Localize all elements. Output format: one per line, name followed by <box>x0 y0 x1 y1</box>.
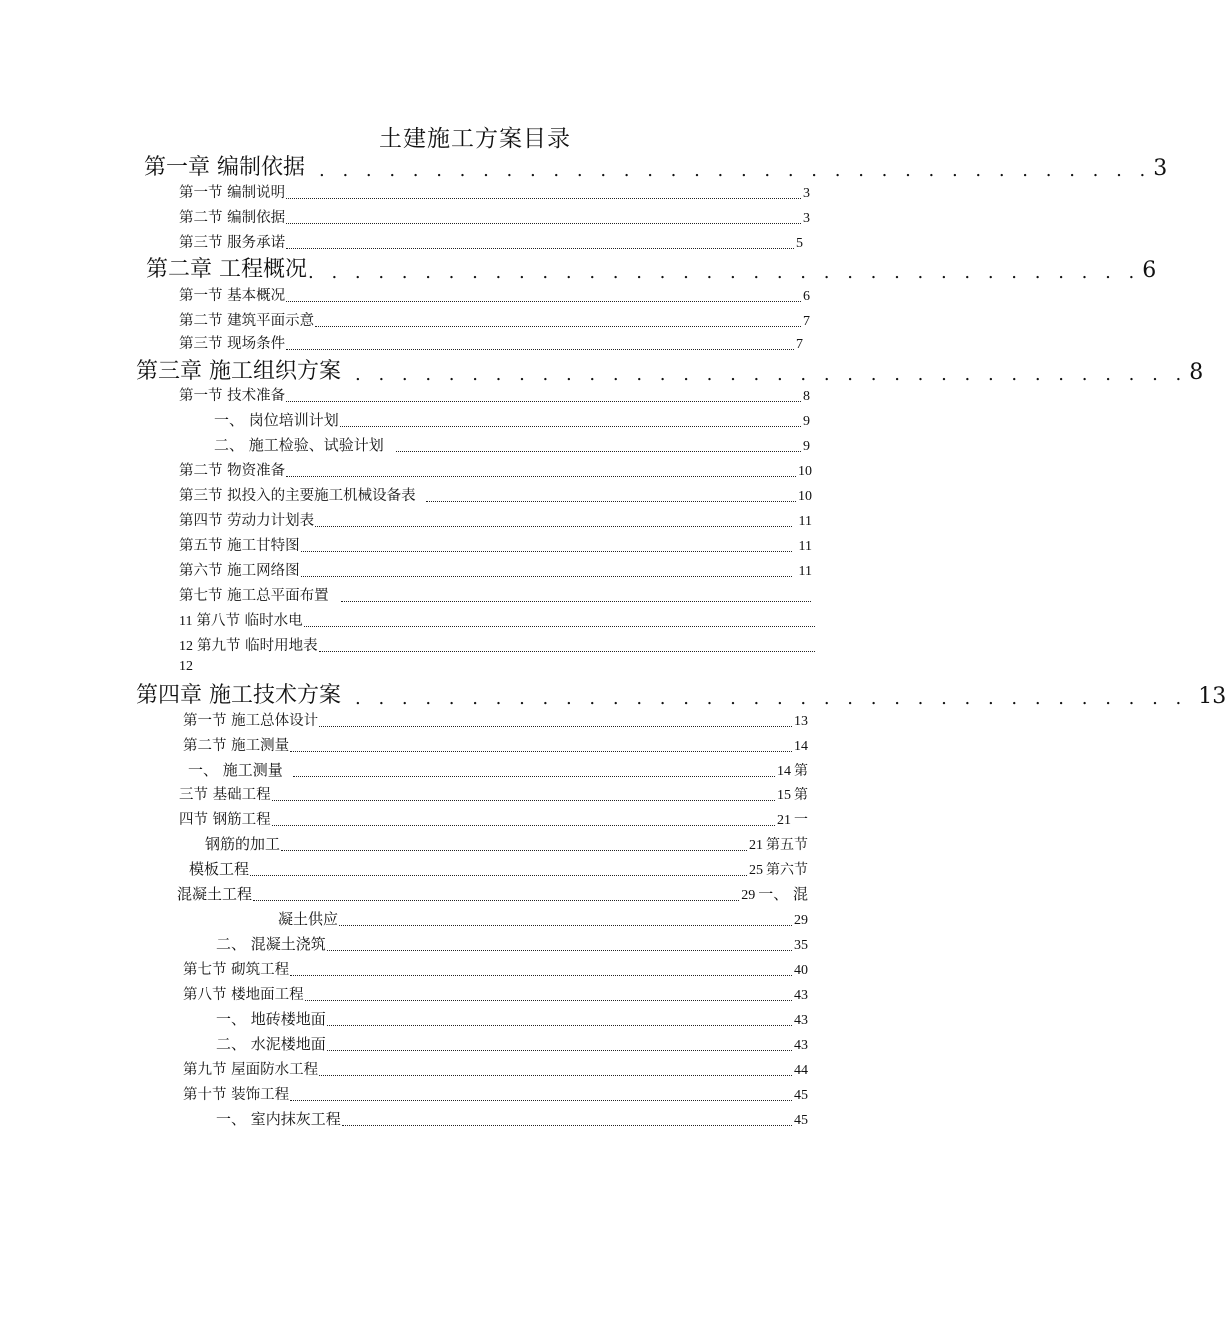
toc-page: 8 <box>1189 360 1204 385</box>
toc-label: 模板工程 <box>189 860 250 878</box>
toc-label: 第五节 施工甘特图 <box>179 538 300 554</box>
toc-section[interactable] <box>177 883 808 904</box>
toc-page: 3 <box>803 211 810 226</box>
toc-label: 第八节 楼地面工程 <box>183 987 304 1003</box>
toc-subsection[interactable] <box>216 1108 808 1129</box>
toc-section[interactable] <box>179 309 810 330</box>
leader-dots: . . . . . . . . . . . . . . . . . . . . . . . . . . . . . . . . . . . . <box>355 364 1188 385</box>
toc-section[interactable] <box>179 509 812 530</box>
toc-page: 12 <box>179 659 193 674</box>
toc-label: 一、 岗位培训计划 <box>214 411 339 429</box>
toc-page: 11 <box>798 539 812 554</box>
toc-label: 第三节 服务承诺 <box>179 235 286 251</box>
leader-dots <box>286 335 794 351</box>
toc-page: 15 <box>777 788 791 803</box>
leader-dots <box>281 835 747 851</box>
toc-wrapped-text: 一、 混 <box>758 885 808 903</box>
leader-dots <box>315 312 801 328</box>
toc-label: 第三节 现场条件 <box>179 336 286 352</box>
toc-label: 一、 施工测量 <box>188 761 283 779</box>
toc-section[interactable] <box>183 709 808 730</box>
toc-page: 3 <box>1153 156 1168 181</box>
toc-section[interactable] <box>183 958 808 979</box>
leader-dots <box>286 209 801 225</box>
toc-section[interactable] <box>183 734 808 755</box>
toc-label: 凝土供应 <box>278 910 339 928</box>
leader-dots <box>286 184 801 200</box>
toc-wrapped-text: 一 <box>794 812 808 828</box>
toc-page: 14 <box>794 739 808 754</box>
toc-subsection[interactable] <box>205 833 808 854</box>
toc-page: 9 <box>803 414 810 429</box>
toc-page: 13 <box>794 714 808 729</box>
leader-dots <box>305 986 792 1002</box>
toc-section[interactable] <box>179 484 812 505</box>
leader-dots <box>339 910 792 926</box>
toc-page: 45 <box>794 1113 808 1128</box>
toc-page: 40 <box>794 963 808 978</box>
toc-chapter-1[interactable] <box>144 150 1168 181</box>
toc-label: 第一章 编制依据 <box>144 155 305 180</box>
toc-subsection[interactable] <box>188 759 808 780</box>
leader-dots <box>396 436 801 452</box>
toc-label: 第七节 施工总平面布置 <box>179 588 329 604</box>
toc-section[interactable] <box>179 634 816 655</box>
leader-dots <box>301 537 792 553</box>
toc-section[interactable] <box>179 384 810 405</box>
leader-dots <box>290 1086 792 1102</box>
toc-label: 第一节 编制说明 <box>179 185 286 201</box>
toc-section[interactable] <box>179 206 810 227</box>
toc-page: 21 <box>749 838 763 853</box>
toc-page: 43 <box>794 988 808 1003</box>
leader-dots <box>341 587 811 603</box>
toc-page: 14 <box>777 764 791 779</box>
leader-dots <box>340 411 801 427</box>
toc-page: 7 <box>796 337 803 352</box>
toc-label: 第九节 临时用地表 <box>197 638 318 654</box>
toc-page: 12 <box>179 639 193 654</box>
leader-dots <box>301 562 792 578</box>
toc-label: 第一节 施工总体设计 <box>183 713 319 729</box>
toc-chapter-4[interactable] <box>136 678 1226 709</box>
toc-wrapped-text: 第六节 <box>766 862 808 878</box>
toc-label: 第八节 临时水电 <box>196 613 303 629</box>
toc-section[interactable] <box>179 783 808 804</box>
leader-dots: . . . . . . . . . . . . . . . . . . . . . . . . . . . . . . . . . . . . <box>319 160 1152 181</box>
leader-dots <box>315 512 791 528</box>
toc-section[interactable] <box>183 983 808 1004</box>
toc-section[interactable] <box>179 459 812 480</box>
toc-section[interactable] <box>179 332 803 353</box>
leader-dots <box>290 737 792 753</box>
leader-dots <box>327 1035 792 1051</box>
leader-dots <box>319 637 815 653</box>
toc-section[interactable] <box>179 181 810 202</box>
toc-label: 三节 基础工程 <box>179 787 271 803</box>
leader-dots <box>327 1010 792 1026</box>
toc-label: 第二节 编制依据 <box>179 210 286 226</box>
leader-dots: . . . . . . . . . . . . . . . . . . . . . . . . . . . . . . . . . . . . <box>308 262 1141 283</box>
toc-label: 第一节 技术准备 <box>179 388 286 404</box>
toc-subsection[interactable] <box>214 409 810 430</box>
toc-section[interactable] <box>179 231 803 252</box>
toc-label: 第十节 装饰工程 <box>183 1087 290 1103</box>
leader-dots <box>290 961 792 977</box>
toc-page: 11 <box>798 564 812 579</box>
toc-section[interactable] <box>179 609 816 630</box>
toc-label: 二、 施工检验、试验计划 <box>214 436 384 454</box>
toc-page: 13 <box>1198 684 1226 709</box>
toc-section[interactable] <box>179 559 812 580</box>
leader-dots <box>250 860 747 876</box>
toc-label: 一、 地砖楼地面 <box>216 1010 326 1028</box>
leader-dots <box>327 935 792 951</box>
toc-section[interactable] <box>179 808 808 829</box>
toc-section[interactable] <box>183 1058 808 1079</box>
leader-dots <box>253 885 739 901</box>
leader-dots <box>272 811 775 827</box>
toc-page: 6 <box>1142 258 1157 283</box>
toc-page: 10 <box>798 489 812 504</box>
leader-dots <box>342 1110 792 1126</box>
leader-dots <box>293 761 775 777</box>
toc-page: 43 <box>794 1013 808 1028</box>
page-title: 土建施工方案目录 <box>379 126 571 152</box>
leader-dots <box>304 612 815 628</box>
toc-page: 7 <box>803 314 810 329</box>
toc-label: 第二节 物资准备 <box>179 463 286 479</box>
toc-page: 9 <box>803 439 810 454</box>
toc-label: 混凝土工程 <box>177 885 253 903</box>
toc-label: 第四节 劳动力计划表 <box>179 513 315 529</box>
toc-subsection[interactable] <box>214 434 810 455</box>
toc-page: 44 <box>794 1063 808 1078</box>
leader-dots <box>286 287 801 303</box>
toc-label: 第三节 拟投入的主要施工机械设备表 <box>179 488 416 504</box>
toc-label: 第四章 施工技术方案 <box>136 683 341 708</box>
toc-page: 5 <box>796 236 803 251</box>
toc-label: 第三章 施工组织方案 <box>136 359 341 384</box>
toc-chapter-3[interactable] <box>136 354 1204 385</box>
toc-label: 第二节 建筑平面示意 <box>179 313 315 329</box>
toc-section[interactable] <box>179 284 810 305</box>
toc-subsection[interactable] <box>216 1033 808 1054</box>
toc-page: 8 <box>803 389 810 404</box>
toc-page: 29 <box>741 888 756 903</box>
toc-chapter-2[interactable] <box>146 252 1157 283</box>
leader-dots <box>319 712 792 728</box>
toc-page: 35 <box>794 938 808 953</box>
toc-label: 第九节 屋面防水工程 <box>183 1062 319 1078</box>
leader-dots <box>272 786 775 802</box>
toc-wrapped-text: 第五节 <box>766 837 808 853</box>
toc-label: 第二章 工程概况 <box>146 257 307 282</box>
leader-dots <box>286 387 801 403</box>
leader-dots <box>319 1061 792 1077</box>
toc-section[interactable] <box>179 534 812 555</box>
toc-wrapped-text: 第 <box>794 787 808 803</box>
toc-section[interactable] <box>189 858 808 879</box>
leader-dots: . . . . . . . . . . . . . . . . . . . . . . . . . . . . . . . . . . . . <box>355 688 1188 709</box>
toc-page: 11 <box>798 514 812 529</box>
toc-section[interactable] <box>183 1083 808 1104</box>
toc-subsection[interactable] <box>216 1008 808 1029</box>
toc-page: 45 <box>794 1088 808 1103</box>
toc-label: 二、 水泥楼地面 <box>216 1035 326 1053</box>
toc-subsection[interactable] <box>216 933 808 954</box>
toc-label: 四节 钢筋工程 <box>179 812 271 828</box>
toc-page: 11 <box>179 614 193 629</box>
toc-page: 25 <box>749 863 763 878</box>
toc-subsection[interactable] <box>278 908 808 929</box>
toc-page: 3 <box>803 186 810 201</box>
toc-label: 第一节 基本概况 <box>179 288 286 304</box>
leader-dots <box>426 487 796 503</box>
toc-label: 第七节 砌筑工程 <box>183 962 290 978</box>
toc-label: 二、 混凝土浇筑 <box>216 935 326 953</box>
toc-page: 10 <box>798 464 812 479</box>
toc-page: 6 <box>803 289 810 304</box>
toc-page: 29 <box>794 913 808 928</box>
toc-wrapped-text: 第 <box>794 763 808 779</box>
toc-label: 第六节 施工网络图 <box>179 563 300 579</box>
toc-section[interactable] <box>179 584 812 605</box>
toc-label: 第二节 施工测量 <box>183 738 290 754</box>
toc-page: 21 <box>777 813 791 828</box>
toc-label: 钢筋的加工 <box>205 835 281 853</box>
leader-dots <box>286 234 794 250</box>
leader-dots <box>286 462 796 478</box>
toc-label: 一、 室内抹灰工程 <box>216 1110 341 1128</box>
toc-page: 43 <box>794 1038 808 1053</box>
